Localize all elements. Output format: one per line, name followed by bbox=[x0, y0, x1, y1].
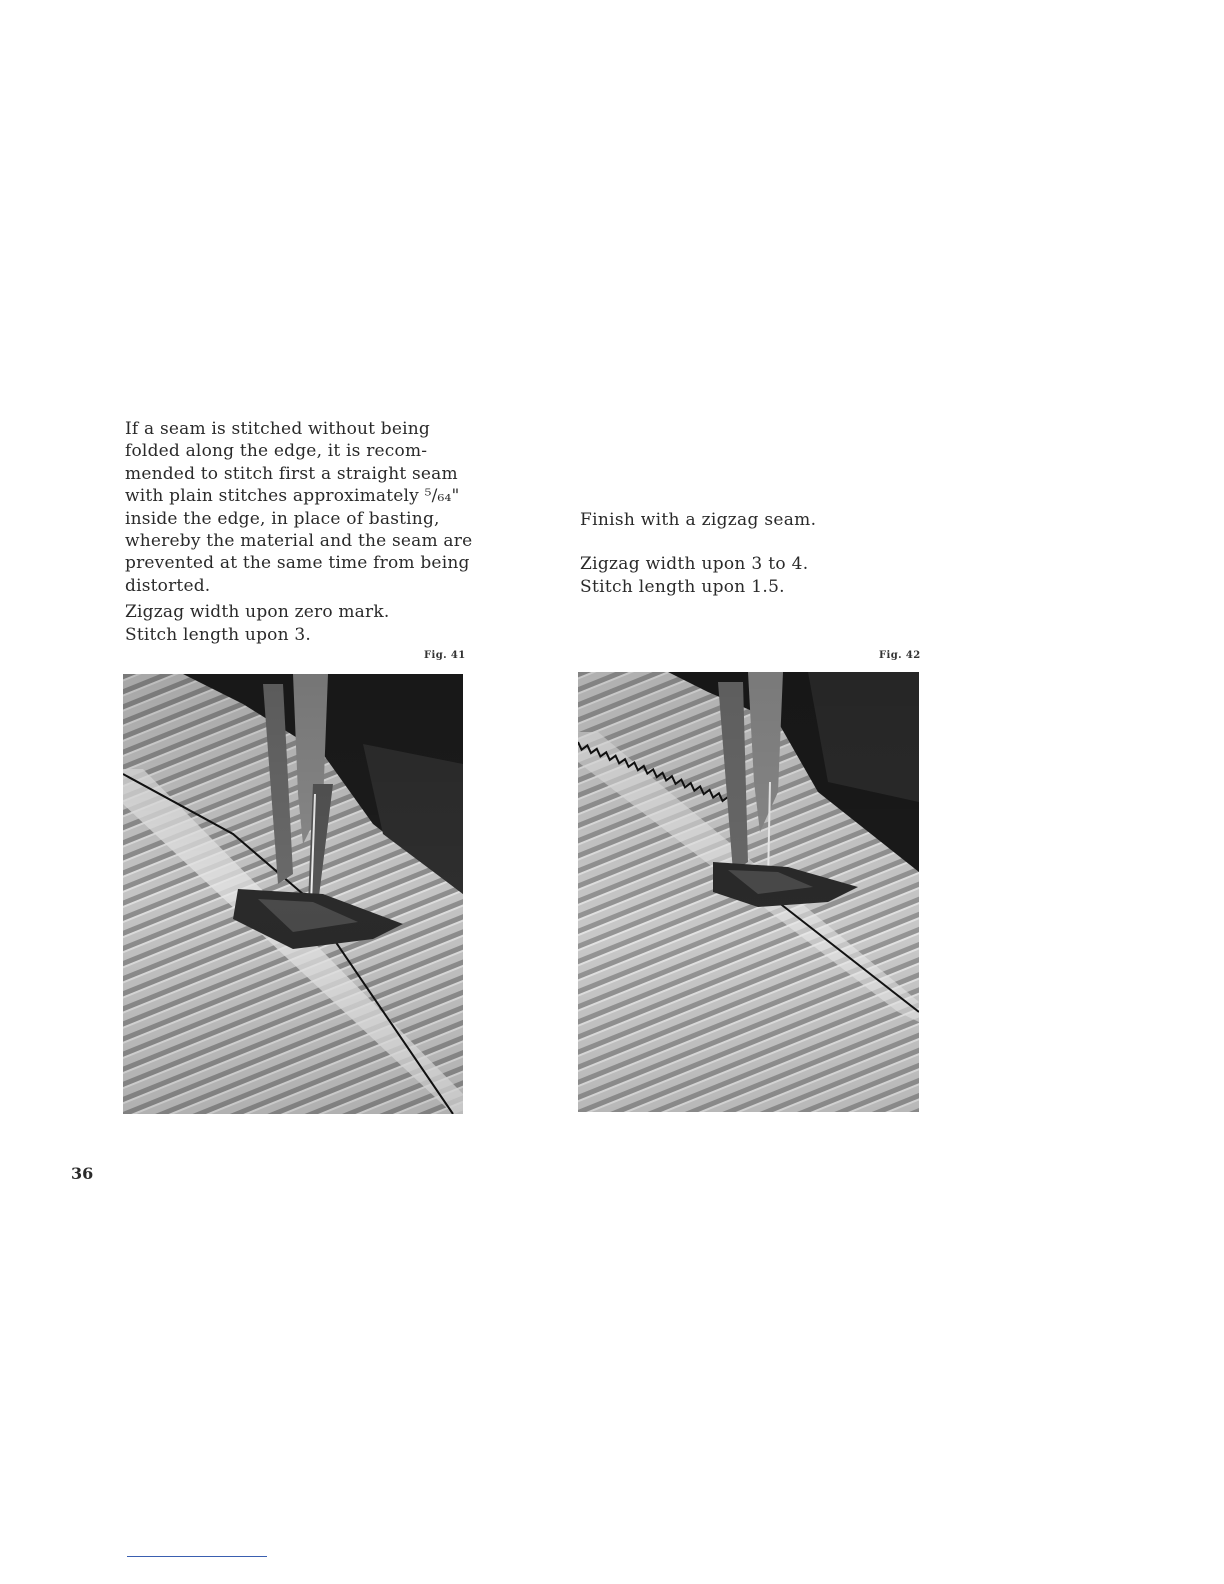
paragraph-line: mended to stitch first a straight seam bbox=[125, 463, 458, 484]
footnote-divider bbox=[127, 1556, 267, 1557]
right-intro-text: Finish with a zigzag seam. bbox=[580, 510, 817, 530]
sewing-foot-straight-stitch-image bbox=[123, 674, 463, 1114]
stitch-length-setting: Stitch length upon 3. bbox=[125, 625, 311, 645]
paragraph-line: with plain stitches approximately ⁵/₆₄" bbox=[125, 486, 460, 507]
paragraph-line: whereby the material and the seam are bbox=[125, 531, 473, 552]
figure-label-41: Fig. 41 bbox=[424, 650, 466, 661]
left-instruction-paragraph bbox=[125, 418, 473, 597]
stitch-length-setting: Stitch length upon 1.5. bbox=[580, 577, 785, 597]
page-number: 36 bbox=[71, 1164, 94, 1183]
right-settings bbox=[580, 553, 928, 599]
zigzag-width-setting: Zigzag width upon zero mark. bbox=[125, 602, 390, 622]
paragraph-line: inside the edge, in place of basting, bbox=[125, 508, 440, 529]
paragraph-line: distorted. bbox=[125, 575, 211, 596]
zigzag-width-setting: Zigzag width upon 3 to 4. bbox=[580, 554, 809, 574]
sewing-foot-zigzag-stitch-image bbox=[578, 672, 919, 1112]
paragraph-line: If a seam is stitched without being bbox=[125, 419, 430, 439]
paragraph-line: prevented at the same time from being bbox=[125, 553, 470, 574]
figure-42-photo bbox=[578, 672, 919, 1112]
paragraph-line: folded along the edge, it is recom- bbox=[125, 441, 428, 462]
figure-label-42: Fig. 42 bbox=[879, 650, 921, 661]
figure-41-photo bbox=[123, 674, 463, 1114]
left-settings bbox=[125, 601, 473, 647]
